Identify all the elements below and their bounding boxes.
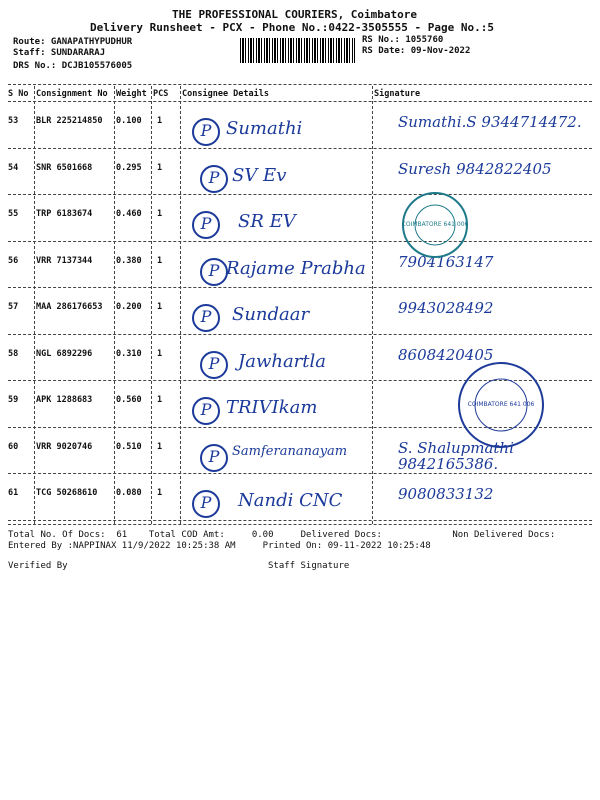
signature-handwriting: 8608420405 (398, 345, 494, 364)
row-weight: 0.100 (116, 116, 142, 126)
document-title: THE PROFESSIONAL COURIERS, Coimbatore (172, 8, 418, 21)
delivered-mark-icon: P (192, 304, 220, 332)
row-sno: 59 (8, 395, 19, 405)
delivered-mark-icon: P (200, 258, 228, 286)
row-rule (8, 241, 592, 242)
signature-handwriting: S. Shalupmathi 9842165386. (398, 438, 514, 473)
row-consignment-no: VRR 9020746 (36, 441, 93, 452)
delivered-mark-icon: P (200, 444, 228, 472)
col-consignee: Consignee Details (182, 89, 269, 99)
col-weight: Weight (116, 89, 147, 99)
row-consignment-no: TRP 6183674 (36, 209, 93, 219)
row-consignment-no: MAA 286176653 (36, 302, 103, 312)
col-divider (114, 86, 115, 524)
row-consignment-no: TCG 50268610 (36, 488, 98, 498)
delivered-mark-icon: P (192, 490, 220, 518)
col-divider (34, 86, 35, 524)
row-sno: 55 (8, 209, 19, 219)
row-sno: 60 (8, 441, 19, 452)
row-weight: 0.460 (116, 209, 142, 219)
row-consignment-no: VRR 7137344 (36, 255, 93, 266)
row-rule (8, 473, 592, 474)
signature-handwriting: 9943028492 (398, 299, 494, 317)
row-weight: 0.080 (116, 488, 142, 498)
row-pcs: 1 (157, 209, 163, 219)
entered-by-line: Entered By :NAPPINAX 11/9/2022 10:25:38 AM Printed On: 09-11-2022 10:25:48 (8, 541, 431, 551)
consignee-handwriting: SR EV (238, 211, 296, 232)
row-weight: 0.200 (116, 302, 142, 312)
row-sno: 54 (8, 162, 19, 173)
table-header-rule (8, 101, 592, 102)
row-consignment-no: APK 1288683 (36, 395, 93, 405)
delivered-mark-icon: P (192, 397, 220, 425)
row-weight: 0.310 (116, 348, 142, 359)
totals-line: Total No. Of Docs: 61 Total COD Amt: 0.00 Delivered Docs: Non Delivered Docs: (8, 530, 556, 540)
col-pcs: PCS (153, 89, 169, 99)
consignee-handwriting: SV Ev (232, 164, 287, 186)
signature-handwriting: 9080833132 (398, 485, 494, 503)
row-pcs: 1 (157, 395, 163, 405)
row-consignment-no: NGL 6892296 (36, 348, 93, 359)
row-sno: 56 (8, 255, 19, 266)
col-consignment: Consignment No (36, 89, 108, 99)
delivered-mark-icon: P (200, 351, 228, 379)
row-weight: 0.510 (116, 441, 142, 452)
verified-by-label: Verified By (8, 561, 68, 571)
consignee-handwriting: Sumathi (226, 118, 303, 139)
row-weight: 0.380 (116, 255, 142, 266)
row-sno: 57 (8, 302, 19, 312)
row-sno: 53 (8, 116, 19, 126)
document-subtitle: Delivery Runsheet - PCX - Phone No.:0422-3505555 - Page No.:5 (90, 21, 494, 34)
delivered-mark-icon: P (200, 165, 228, 193)
row-pcs: 1 (157, 116, 163, 126)
row-pcs: 1 (157, 441, 163, 452)
delivered-mark-icon: P (192, 118, 220, 146)
row-rule (8, 194, 592, 195)
consignee-handwriting: Samferananayam (232, 443, 348, 459)
delivered-mark-icon: P (192, 211, 220, 239)
row-rule (8, 520, 592, 521)
rs-date: RS Date: 09-Nov-2022 (362, 46, 471, 56)
company-stamp (456, 360, 546, 450)
row-pcs: 1 (157, 302, 163, 312)
stamp-text: COIMBATORE 641 006 (401, 221, 469, 228)
row-rule (8, 334, 592, 335)
col-divider (372, 86, 373, 524)
row-sno: 61 (8, 488, 19, 498)
row-pcs: 1 (157, 348, 163, 359)
consignee-handwriting: Jawhartla (238, 350, 327, 372)
col-divider (180, 86, 181, 524)
row-weight: 0.560 (116, 395, 142, 405)
staff-label: Staff: SUNDARARAJ (13, 48, 106, 58)
barcode (240, 38, 355, 63)
row-consignment-no: BLR 225214850 (36, 116, 103, 126)
company-stamp (400, 190, 470, 260)
consignee-handwriting: Nandi CNC (238, 490, 343, 511)
row-rule (8, 287, 592, 288)
row-pcs: 1 (157, 162, 163, 173)
col-sno: S No (8, 89, 29, 99)
row-rule (8, 148, 592, 149)
row-pcs: 1 (157, 255, 163, 266)
col-signature: Signature (374, 89, 421, 99)
signature-handwriting: Suresh 9842822405 (398, 159, 552, 178)
signature-handwriting: Sumathi.S 9344714472. (398, 113, 582, 131)
drs-number: DRS No.: DCJB105576005 (13, 61, 133, 71)
signature-handwriting: 7904163147 (398, 252, 494, 271)
table-top-rule (8, 84, 592, 85)
consignee-handwriting: TRIVIkam (226, 397, 318, 418)
route-label: Route: GANAPATHYPUDHUR (13, 37, 133, 47)
table-bottom-rule (8, 524, 592, 525)
row-consignment-no: SNR 6501668 (36, 162, 93, 173)
rs-number: RS No.: 1055760 (362, 35, 444, 45)
consignee-handwriting: Rajame Prabha (226, 257, 366, 279)
col-divider (151, 86, 152, 524)
row-pcs: 1 (157, 488, 163, 498)
row-weight: 0.295 (116, 162, 142, 173)
consignee-handwriting: Sundaar (232, 304, 310, 325)
stamp-text: COIMBATORE 641 006 (467, 401, 535, 408)
staff-signature-label: Staff Signature (268, 561, 350, 571)
row-sno: 58 (8, 348, 19, 359)
